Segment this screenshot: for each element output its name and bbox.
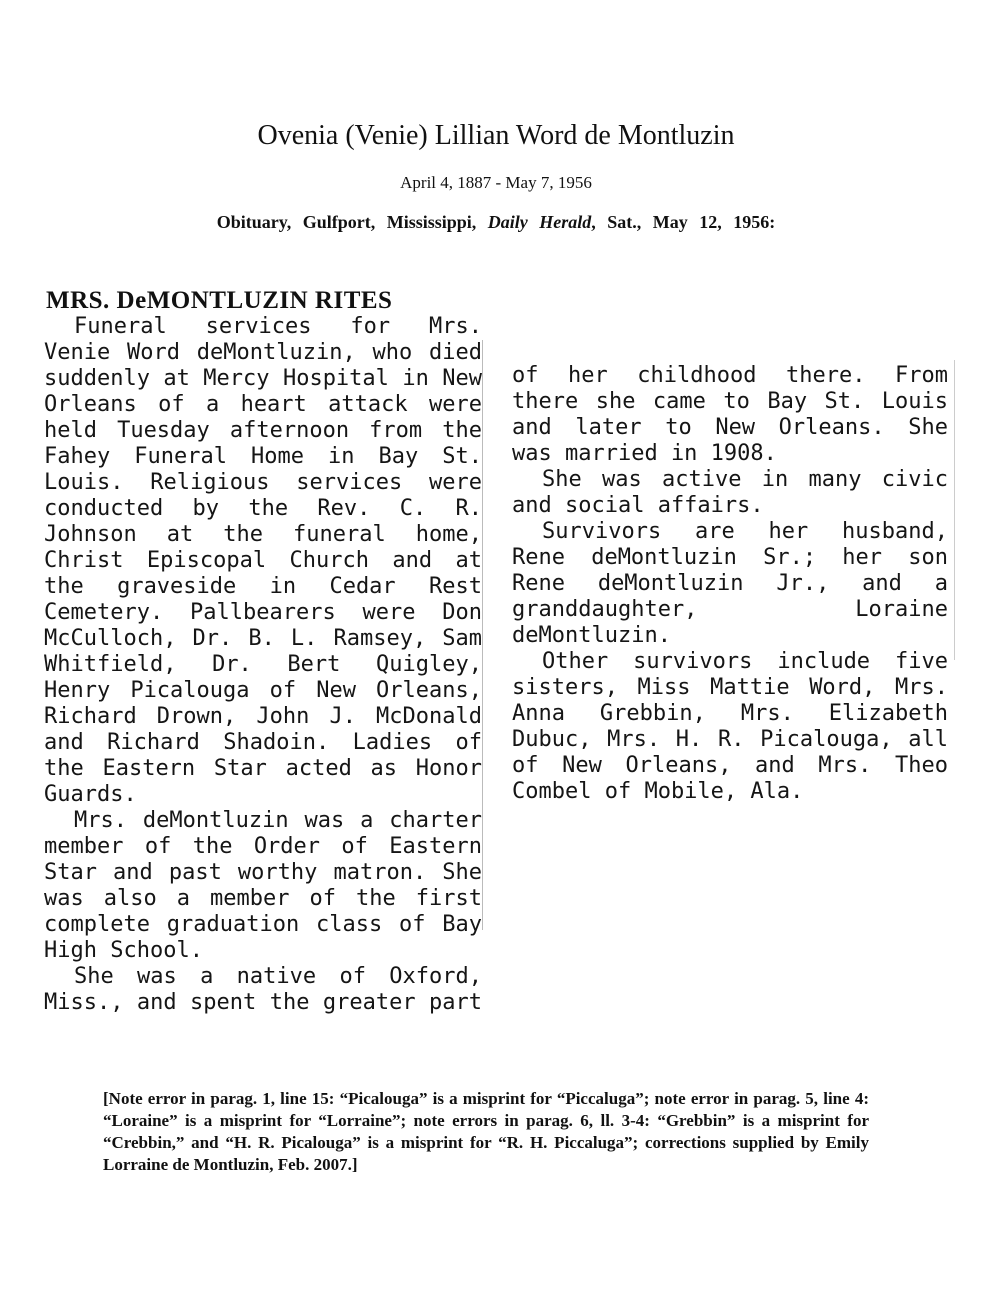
obituary-paragraph: Funeral services for Mrs. Venie Word deMontluzin, who died suddenly at Mercy Hospital in New Orleans of a heart attack were held Tuesday afternoon from the Fahey Funeral Home in Bay St. Louis. Religious services were conducted by the Rev. C. R. Johnson at the funeral home, Christ Episcopal Church and at the graveside in Cedar Rest Cemetery. Pallbearers were Don McCulloch, Dr. B. L. Ramsey, Sam Whitfield, Dr. Bert Quigley, Henry Picalouga of New Orleans, Richard Drown, John J. McDonald and Richard Shadoin. Ladies of the Eastern Star acted as Honor Guards.: [44, 314, 482, 807]
source-suffix: , Sat., May 12, 1956:: [591, 212, 776, 232]
obituary-paragraph: She was active in many civic and social affairs.: [512, 467, 948, 518]
clipping-column-left: [44, 314, 482, 1016]
source-prefix: Obituary, Gulfport, Mississippi,: [216, 212, 477, 232]
clipping-column-right: [512, 363, 948, 805]
source-citation: [0, 210, 992, 234]
obituary-paragraph: She was a native of Oxford, Miss., and spent the greater part: [44, 964, 482, 1015]
column-edge: [954, 360, 955, 660]
obituary-paragraph: Mrs. deMontluzin was a charter member of the Order of Eastern Star and past worthy matron. She was also a member of the first complete graduation class of Bay High School.: [44, 808, 482, 963]
newspaper-name: Daily Herald: [487, 212, 592, 232]
obituary-paragraph-continued: of her childhood there. From there she came to Bay St. Louis and later to New Orleans. She was married in 1908.: [512, 363, 948, 466]
life-dates: April 4, 1887 - May 7, 1956: [400, 173, 592, 192]
clipping-headline: MRS. DeMONTLUZIN RITES: [46, 287, 393, 314]
obituary-paragraph: Survivors are her husband, Rene deMontluzin Sr.; her son Rene deMontluzin Jr., and a granddaughter, Loraine deMontluzin.: [512, 519, 948, 648]
column-divider: [482, 340, 483, 930]
page-title: Ovenia (Venie) Lillian Word de Montluzin: [257, 120, 735, 151]
obituary-paragraph: Other survivors include five sisters, Miss Mattie Word, Mrs. Anna Grebbin, Mrs. Elizabeth Dubuc, Mrs. H. R. Picalouga, all of New Orleans, and Mrs. Theo Combel of Mobile, Ala.: [512, 649, 948, 804]
editorial-note: [Note error in parag. 1, line 15: “Picalouga” is a misprint for “Piccaluga”; note error in parag. 5, line 4: “Loraine” is a misprint for “Lorraine”; note errors in parag. 6, ll. 3-4: “Grebbin” is a misprint for “Crebbin,” and “H. R. Picalouga” is a misprint for “R. H. Piccaluga”; corrections supplied by Emily Lorraine de Montluzin, Feb. 2007.]: [103, 1089, 869, 1174]
